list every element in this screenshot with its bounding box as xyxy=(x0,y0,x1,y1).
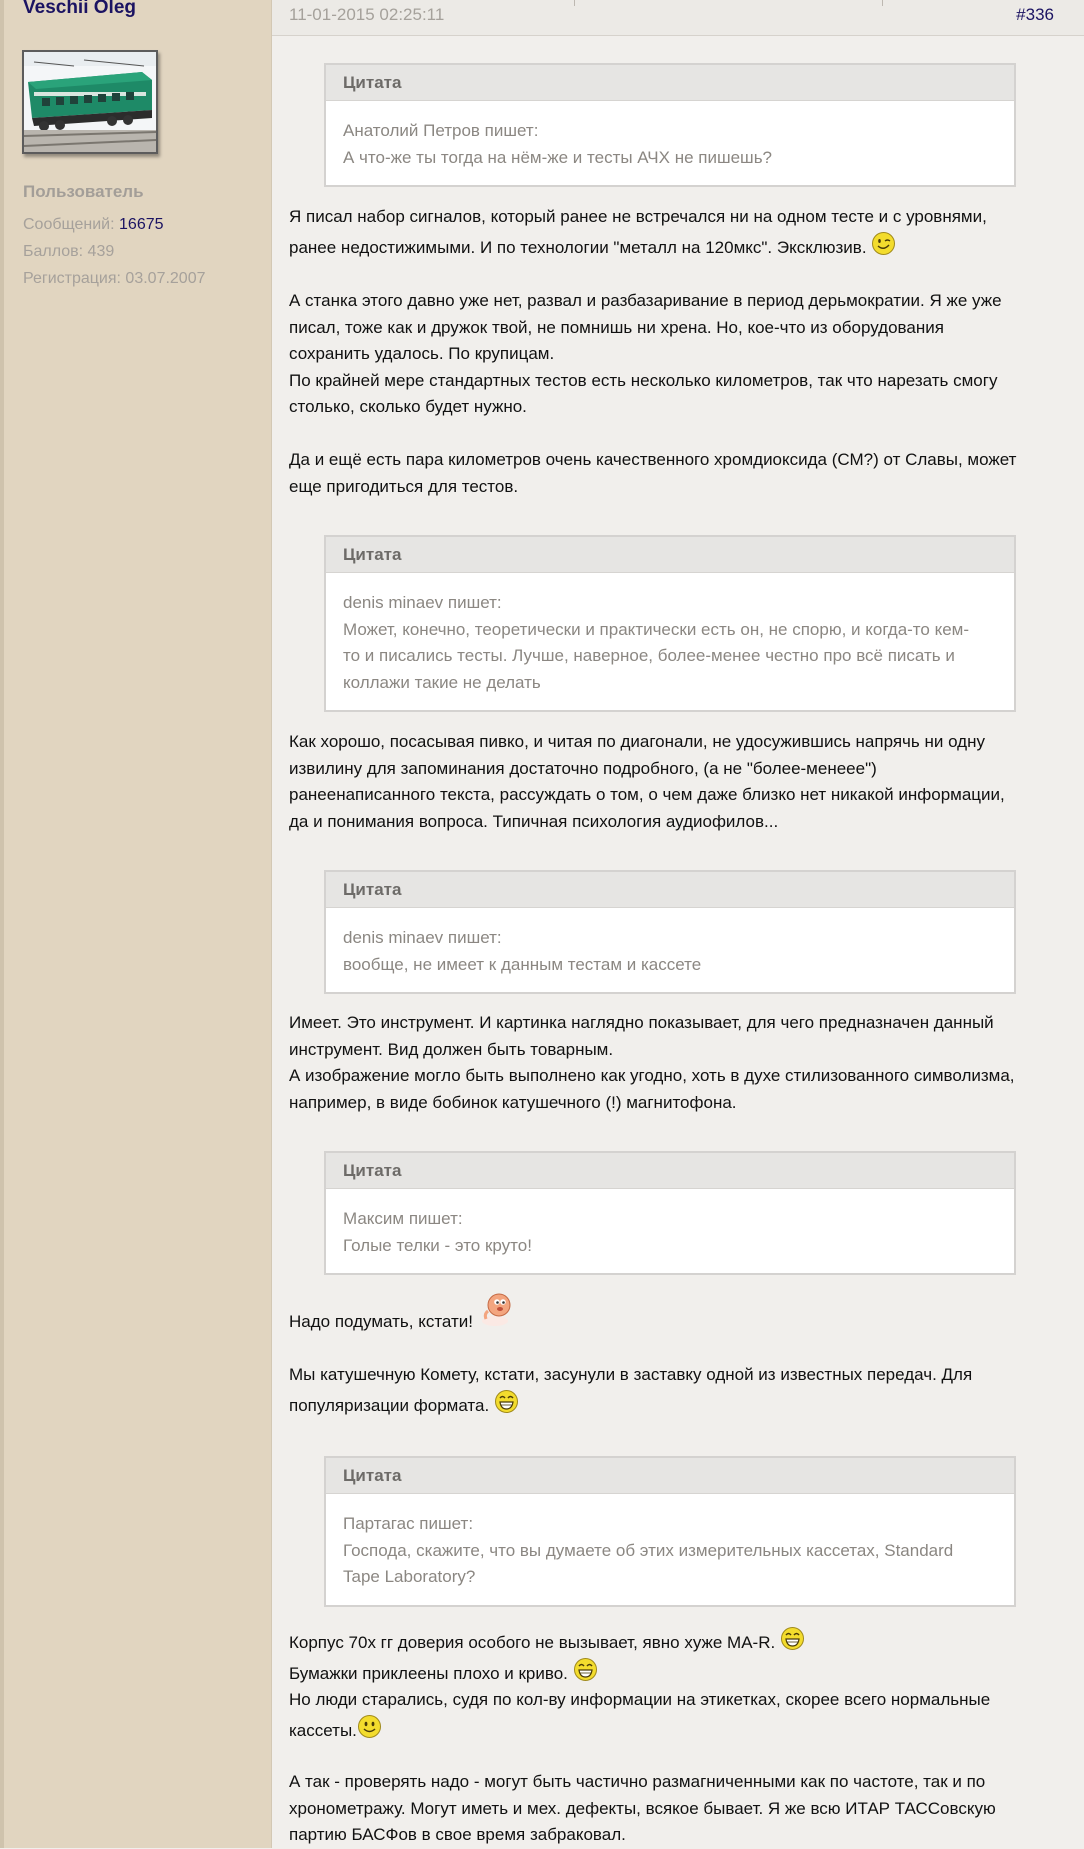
quote-body xyxy=(326,1189,1014,1273)
quote-block xyxy=(324,63,1016,187)
quote-body xyxy=(326,101,1014,185)
text-line: инструмент. Вид должен быть товарным. xyxy=(289,1039,614,1059)
messages-stat xyxy=(23,216,164,234)
text-line: Я писал набор сигналов, который ранее не встречался ни на одном тесте и с уровнями, xyxy=(289,207,987,226)
quote-author: denis minaev пишет: xyxy=(343,593,502,612)
quote-body xyxy=(326,908,1014,992)
quote-block xyxy=(324,535,1016,712)
text-line: А изображение могло быть выполнено как угодно, хоть в духе стилизованного символизма, xyxy=(289,1066,1015,1085)
post-number-link[interactable]: #336 xyxy=(1016,5,1054,24)
text-line: еще пригодиться для тестов. xyxy=(289,476,519,496)
header-divider xyxy=(882,0,883,6)
text-line: хронометражу. Могут иметь и мех. дефекты, всякое бывает. Я же всю ИТАР ТАССовскую xyxy=(289,1798,996,1818)
text-line: А так - проверять надо - могут быть частично размагниченными как по частоте, так и по xyxy=(289,1772,986,1791)
post-header xyxy=(272,0,1084,36)
text-line: Да и ещё есть пара километров очень качественного хромдиоксида (СМ?) от Славы, может xyxy=(289,450,1017,469)
smile-smiley-icon xyxy=(357,1714,382,1739)
quote-header: Цитата xyxy=(326,537,1014,573)
quote-author: Максим пишет: xyxy=(343,1209,463,1228)
grin-smiley-icon xyxy=(494,1389,519,1414)
post-paragraph xyxy=(289,729,1059,835)
text-line: сохранить удалось. По крупицам. xyxy=(289,344,555,363)
quote-line: Голые телки - это круто! xyxy=(343,1235,532,1255)
text-line: партию БАСФов в свое время забраковал. xyxy=(289,1825,626,1844)
username-link[interactable]: Veschii Oleg xyxy=(23,0,136,18)
quote-line: коллажи такие не делать xyxy=(343,672,541,692)
post-date: 11-01-2015 02:25:11 xyxy=(289,5,445,24)
text-span: Корпус 70х гг доверия особого не вызывает, явно хуже MA-R. xyxy=(289,1633,776,1652)
user-role: Пользователь xyxy=(23,182,144,201)
text-span: кассеты. xyxy=(289,1720,357,1740)
quote-block xyxy=(324,1151,1016,1275)
text-line: Имеет. Это инструмент. И картинка наглядно показывает, для чего предназначен данный xyxy=(289,1013,994,1032)
quote-block xyxy=(324,1456,1016,1607)
text-span: Бумажки приклеены плохо и криво. xyxy=(289,1663,568,1683)
messages-label: Сообщений: xyxy=(23,216,115,233)
text-span: ранее недостижимыми. И по технологии "металл на 120мкс". Эксклюзив. xyxy=(289,237,867,257)
messages-count-link[interactable]: 16675 xyxy=(119,216,164,233)
post-paragraph xyxy=(289,1291,1059,1336)
text-line xyxy=(289,1389,1059,1420)
post-paragraph xyxy=(289,1010,1059,1116)
registration-stat: Регистрация: 03.07.2007 xyxy=(23,270,206,287)
wink-smiley-icon xyxy=(871,231,896,256)
text-line: ранеенаписанного текста, рассуждать о том, о чем даже близко нет никакой информации, xyxy=(289,785,1005,804)
quote-line: вообще, не имеет к данным тестам и кассете xyxy=(343,954,702,974)
text-span: Надо подумать, кстати! xyxy=(289,1312,474,1331)
text-line: Как хорошо, посасывая пивко, и читая по диагонали, не удосужившись напрячь ни одну xyxy=(289,732,985,751)
locomotive-avatar-icon xyxy=(24,52,156,152)
user-sidebar xyxy=(4,0,272,1848)
post-paragraph xyxy=(289,204,1059,261)
text-line: например, в виде бобинок катушечного (!) магнитофона. xyxy=(289,1092,737,1112)
post-paragraph xyxy=(289,1626,1059,1744)
text-line: извилину для запоминания достаточно подробного, (а не "более-менеее") xyxy=(289,758,877,778)
quote-header: Цитата xyxy=(326,65,1014,101)
text-line: Но люди старались, судя по кол-ву информации на этикетках, скорее всего нормальные xyxy=(289,1690,991,1709)
quote-header: Цитата xyxy=(326,1153,1014,1189)
text-line: да и понимания вопроса. Типичная психология аудиофилов... xyxy=(289,811,779,831)
text-line: писал, тоже как и дружок твой, не помнишь ни хрена. Но, кое-что из оборудования xyxy=(289,317,944,337)
quote-author: Анатолий Петров пишет: xyxy=(343,121,539,140)
quote-header: Цитата xyxy=(326,872,1014,908)
post-paragraph xyxy=(289,1769,1059,1849)
baby-smiley-icon xyxy=(478,1291,512,1327)
text-line xyxy=(289,1626,1059,1657)
quote-body xyxy=(326,1494,1014,1605)
text-line xyxy=(289,231,1059,262)
header-divider xyxy=(574,0,575,6)
text-line xyxy=(289,1714,1059,1745)
quote-header: Цитата xyxy=(326,1458,1014,1494)
text-line: А станка этого давно уже нет, развал и разбазаривание в период дерьмократии. Я же уже xyxy=(289,291,1002,310)
text-line: По крайней мере стандартных тестов есть несколько километров, так что нарезать смогу xyxy=(289,370,998,390)
text-line xyxy=(289,1657,1059,1688)
points-stat: Баллов: 439 xyxy=(23,243,115,260)
text-line: столько, сколько будет нужно. xyxy=(289,397,527,416)
grin-smiley-icon xyxy=(780,1626,805,1651)
quote-line: то и писались тесты. Лучше, наверное, более-менее честно про всё писать и xyxy=(343,646,955,665)
avatar[interactable] xyxy=(22,50,158,154)
quote-block xyxy=(324,870,1016,994)
quote-body xyxy=(326,573,1014,710)
quote-line: Господа, скажите, что вы думаете об этих измерительных кассетах, Standard xyxy=(343,1540,954,1560)
quote-line: А что-же ты тогда на нём-же и тесты АЧХ не пишешь? xyxy=(343,147,773,167)
quote-author: denis minaev пишет: xyxy=(343,928,502,947)
text-span: популяризации формата. xyxy=(289,1395,490,1415)
quote-line: Tape Laboratory? xyxy=(343,1567,476,1586)
text-line: Мы катушечную Комету, кстати, засунули в заставку одной из известных передач. Для xyxy=(289,1365,973,1384)
quote-line: Может, конечно, теоретически и практически есть он, не спорю, и когда-то кем- xyxy=(343,619,970,639)
post-paragraph xyxy=(289,1362,1059,1419)
text-line xyxy=(289,1291,1059,1336)
post-paragraph xyxy=(289,447,1059,500)
quote-author: Партагас пишет: xyxy=(343,1514,474,1533)
grin-smiley-icon xyxy=(573,1657,598,1682)
post-paragraph xyxy=(289,288,1059,421)
